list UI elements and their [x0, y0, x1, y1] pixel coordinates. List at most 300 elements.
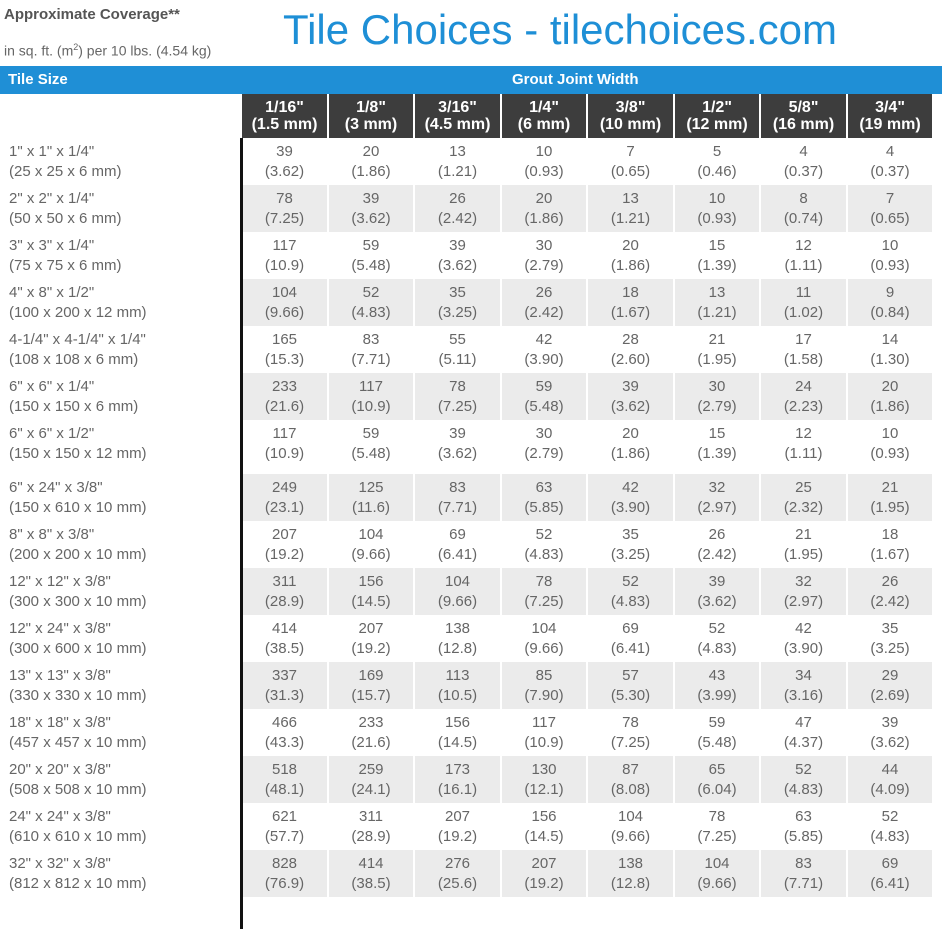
coverage-cell — [674, 662, 760, 709]
coverage-cell — [674, 850, 760, 897]
tile-size-mm: (50 x 50 x 6 mm) — [9, 209, 122, 227]
coverage-cell — [587, 471, 674, 522]
coverage-sqft: 42 — [795, 619, 812, 637]
coverage-cell — [501, 138, 587, 185]
tile-size-inches: 4" x 8" x 1/2" — [9, 283, 95, 301]
coverage-cell — [760, 615, 847, 662]
coverage-sqft: 59 — [708, 713, 726, 731]
coverage-cell — [587, 138, 674, 185]
coverage-sqm: (1.86) — [351, 162, 391, 180]
coverage-sqm: (2.79) — [524, 256, 564, 274]
coverage-cell — [587, 420, 674, 471]
coverage-sqm: (3.90) — [783, 639, 824, 657]
coverage-cell — [328, 326, 414, 373]
coverage-sqm: (2.32) — [783, 498, 824, 516]
column-divider — [240, 138, 243, 929]
coverage-sqft: 518 — [271, 760, 298, 778]
column-header-mm: (10 mm) — [599, 116, 662, 133]
coverage-sqm: (7.71) — [783, 874, 824, 892]
coverage-sqft: 69 — [622, 619, 639, 637]
coverage-sqm: (1.95) — [697, 350, 737, 368]
column-header-7 — [760, 94, 847, 138]
coverage-cell — [414, 373, 501, 420]
coverage-sqm: (0.84) — [870, 303, 910, 321]
coverage-cell — [501, 373, 587, 420]
coverage-sqm: (23.1) — [264, 498, 305, 516]
coverage-cell — [414, 709, 501, 756]
tile-size-inches: 3" x 3" x 1/4" — [9, 236, 95, 254]
coverage-sqft: 42 — [622, 478, 639, 496]
coverage-sqm: (28.9) — [351, 827, 391, 845]
coverage-cell — [328, 471, 414, 522]
coverage-cell — [760, 756, 847, 803]
coverage-cell — [587, 662, 674, 709]
table-row — [0, 185, 932, 232]
coverage-sqm: (9.66) — [524, 639, 564, 657]
coverage-sqft: 78 — [622, 713, 639, 731]
coverage-sqm: (1.11) — [784, 444, 823, 462]
tile-size-mm: (457 x 457 x 10 mm) — [9, 733, 147, 751]
tile-size-inches: 6" x 24" x 3/8" — [9, 478, 103, 496]
coverage-sqm: (12.8) — [437, 639, 478, 657]
coverage-sqm: (2.42) — [524, 303, 564, 321]
tile-size-mm: (150 x 150 x 6 mm) — [9, 397, 139, 415]
coverage-sqft: 44 — [881, 760, 899, 778]
coverage-sqm: (7.71) — [437, 498, 478, 516]
tile-size-mm: (610 x 610 x 10 mm) — [9, 827, 147, 845]
coverage-sqm: (1.21) — [697, 303, 737, 321]
coverage-sqft: 4 — [885, 142, 895, 160]
coverage-cell — [501, 850, 587, 897]
coverage-sqm: (12.8) — [610, 874, 651, 892]
tile-size-mm: (300 x 600 x 10 mm) — [9, 639, 147, 657]
table-row — [0, 756, 932, 803]
tile-size-inches: 20" x 20" x 3/8" — [9, 760, 111, 778]
coverage-sqm: (2.42) — [437, 209, 478, 227]
coverage-table — [0, 94, 932, 897]
coverage-sqm: (0.65) — [870, 209, 910, 227]
coverage-sqft: 32 — [708, 478, 726, 496]
coverage-sqft: 12 — [795, 236, 812, 254]
coverage-cell — [760, 662, 847, 709]
coverage-sqm: (10.9) — [351, 397, 391, 415]
coverage-sqft: 4 — [799, 142, 808, 160]
coverage-cell — [328, 568, 414, 615]
coverage-sqm: (4.83) — [783, 780, 824, 798]
coverage-sqm: (1.21) — [437, 162, 478, 180]
coverage-cell — [847, 615, 932, 662]
coverage-sqm: (1.39) — [697, 444, 737, 462]
coverage-sqft: 69 — [881, 854, 899, 872]
coverage-cell — [501, 756, 587, 803]
coverage-sqft: 55 — [449, 330, 466, 348]
table-row — [0, 709, 932, 756]
coverage-sqft: 156 — [358, 572, 384, 590]
coverage-cell — [587, 521, 674, 568]
coverage-cell — [328, 232, 414, 279]
column-header-1 — [241, 94, 328, 138]
tile-size-inches: 1" x 1" x 1/4" — [9, 142, 95, 160]
tile-size-mm: (300 x 300 x 10 mm) — [9, 592, 147, 610]
coverage-cell — [760, 326, 847, 373]
coverage-cell — [328, 803, 414, 850]
page-title: Approximate Coverage** — [4, 6, 180, 23]
coverage-sqft: 43 — [708, 666, 726, 684]
table-row — [0, 279, 932, 326]
column-header-inches: 1/2" — [702, 99, 732, 116]
tile-size-mm: (150 x 150 x 12 mm) — [9, 444, 147, 462]
coverage-cell — [847, 373, 932, 420]
coverage-cell — [501, 615, 587, 662]
coverage-cell — [501, 803, 587, 850]
coverage-sqft: 24 — [795, 377, 812, 395]
coverage-cell — [501, 232, 587, 279]
coverage-sqft: 18 — [622, 283, 639, 301]
coverage-sqft: 828 — [271, 854, 298, 872]
subtitle-suffix: ) per 10 lbs. (4.54 kg) — [78, 42, 212, 59]
coverage-sqm: (3.62) — [437, 256, 478, 274]
coverage-sqm: (4.83) — [610, 592, 651, 610]
coverage-sqm: (6.41) — [870, 874, 910, 892]
tile-size-mm: (508 x 508 x 10 mm) — [9, 780, 147, 798]
coverage-sqm: (7.25) — [610, 733, 651, 751]
coverage-cell — [587, 756, 674, 803]
coverage-cell — [241, 850, 328, 897]
coverage-cell — [241, 756, 328, 803]
coverage-sqm: (9.66) — [437, 592, 478, 610]
column-header-inches: 5/8" — [788, 99, 819, 116]
coverage-cell — [847, 756, 932, 803]
tile-size-inches: 6" x 6" x 1/4" — [9, 377, 95, 395]
coverage-sqft: 39 — [276, 142, 293, 160]
tile-size-cell — [0, 803, 241, 850]
coverage-sqft: 52 — [795, 760, 812, 778]
coverage-sqft: 30 — [535, 424, 553, 442]
column-header-inches: 1/16" — [265, 99, 304, 116]
coverage-cell — [674, 709, 760, 756]
coverage-sqm: (0.93) — [524, 162, 564, 180]
coverage-sqft: 85 — [535, 666, 553, 684]
coverage-sqm: (2.23) — [783, 397, 824, 415]
column-header-row — [0, 94, 932, 138]
table-row — [0, 568, 932, 615]
coverage-cell — [241, 232, 328, 279]
coverage-sqft: 30 — [708, 377, 726, 395]
coverage-sqft: 47 — [795, 713, 812, 731]
coverage-cell — [328, 756, 414, 803]
coverage-cell — [847, 850, 932, 897]
coverage-cell — [414, 232, 501, 279]
tile-size-cell — [0, 420, 241, 471]
coverage-sqm: (1.86) — [610, 256, 651, 274]
tile-size-mm: (150 x 610 x 10 mm) — [9, 498, 147, 516]
table-row — [0, 232, 932, 279]
coverage-sqm: (28.9) — [264, 592, 305, 610]
coverage-sqm: (9.66) — [610, 827, 651, 845]
coverage-sqft: 59 — [362, 424, 380, 442]
coverage-sqft: 52 — [881, 807, 899, 825]
tile-size-cell — [0, 326, 241, 373]
coverage-sqm: (4.83) — [697, 639, 737, 657]
coverage-cell — [674, 373, 760, 420]
coverage-sqm: (3.62) — [697, 592, 737, 610]
coverage-sqm: (2.42) — [870, 592, 910, 610]
coverage-sqft: 52 — [708, 619, 726, 637]
coverage-sqft: 15 — [708, 424, 726, 442]
coverage-cell — [760, 803, 847, 850]
page-subtitle — [4, 42, 211, 59]
coverage-sqm: (2.79) — [524, 444, 564, 462]
coverage-sqft: 20 — [622, 424, 639, 442]
coverage-sqft: 104 — [531, 619, 557, 637]
header-corner — [0, 94, 241, 138]
coverage-cell — [847, 326, 932, 373]
coverage-sqft: 9 — [885, 283, 895, 301]
coverage-cell — [328, 420, 414, 471]
coverage-cell — [328, 850, 414, 897]
column-header-8 — [847, 94, 932, 138]
coverage-sqm: (5.11) — [438, 350, 477, 368]
coverage-sqm: (3.62) — [870, 733, 910, 751]
table-row — [0, 521, 932, 568]
coverage-sqm: (5.48) — [351, 256, 391, 274]
tile-size-cell — [0, 185, 241, 232]
coverage-cell — [847, 568, 932, 615]
coverage-sqft: 165 — [271, 330, 298, 348]
coverage-sqm: (24.1) — [351, 780, 391, 798]
coverage-sqm: (4.83) — [351, 303, 391, 321]
coverage-cell — [414, 850, 501, 897]
coverage-sqm: (3.90) — [610, 498, 651, 516]
coverage-cell — [328, 662, 414, 709]
coverage-sqft: 207 — [531, 854, 557, 872]
coverage-sqft: 59 — [535, 377, 553, 395]
coverage-sqft: 63 — [535, 478, 553, 496]
coverage-cell — [501, 709, 587, 756]
coverage-sqft: 39 — [362, 189, 380, 207]
coverage-sqft: 207 — [444, 807, 471, 825]
coverage-cell — [674, 756, 760, 803]
coverage-sqm: (3.99) — [697, 686, 737, 704]
coverage-cell — [414, 803, 501, 850]
tile-size-label: Tile Size — [8, 71, 68, 88]
coverage-sqm: (14.5) — [524, 827, 564, 845]
coverage-sqm: (0.93) — [697, 209, 737, 227]
coverage-sqm: (19.2) — [264, 545, 305, 563]
coverage-sqm: (2.97) — [783, 592, 824, 610]
coverage-cell — [328, 279, 414, 326]
coverage-sqm: (38.5) — [264, 639, 305, 657]
column-header-6 — [674, 94, 760, 138]
coverage-sqm: (21.6) — [264, 397, 305, 415]
coverage-cell — [587, 803, 674, 850]
coverage-sqft: 276 — [444, 854, 471, 872]
coverage-sqft: 14 — [881, 330, 899, 348]
coverage-cell — [847, 138, 932, 185]
coverage-sqft: 57 — [622, 666, 639, 684]
coverage-sqft: 104 — [704, 854, 730, 872]
coverage-sqm: (1.86) — [870, 397, 910, 415]
coverage-sqft: 12 — [795, 424, 812, 442]
tile-size-cell — [0, 709, 241, 756]
coverage-cell — [760, 850, 847, 897]
coverage-sqm: (2.60) — [610, 350, 651, 368]
column-header-mm: (1.5 mm) — [251, 116, 318, 133]
coverage-sqft: 621 — [271, 807, 298, 825]
coverage-sqft: 10 — [881, 424, 899, 442]
coverage-cell — [587, 615, 674, 662]
coverage-cell — [241, 568, 328, 615]
coverage-sqft: 10 — [881, 236, 899, 254]
coverage-sqm: (3.62) — [437, 444, 478, 462]
coverage-cell — [328, 138, 414, 185]
coverage-sqm: (9.66) — [697, 874, 737, 892]
coverage-sqft: 21 — [881, 478, 899, 496]
table-row — [0, 850, 932, 897]
coverage-cell — [847, 232, 932, 279]
coverage-cell — [674, 138, 760, 185]
coverage-cell — [674, 420, 760, 471]
coverage-cell — [587, 850, 674, 897]
coverage-cell — [241, 279, 328, 326]
coverage-sqm: (1.11) — [784, 256, 823, 274]
tile-size-mm: (330 x 330 x 10 mm) — [9, 686, 147, 704]
coverage-sqft: 259 — [358, 760, 384, 778]
coverage-cell — [241, 662, 328, 709]
coverage-cell — [674, 803, 760, 850]
coverage-sqft: 104 — [617, 807, 644, 825]
coverage-cell — [587, 709, 674, 756]
coverage-sqm: (2.79) — [697, 397, 737, 415]
coverage-cell — [328, 185, 414, 232]
coverage-cell — [501, 662, 587, 709]
column-header-mm: (12 mm) — [686, 116, 748, 133]
coverage-cell — [328, 709, 414, 756]
coverage-sqm: (38.5) — [351, 874, 391, 892]
coverage-sqm: (3.25) — [437, 303, 478, 321]
coverage-cell — [241, 803, 328, 850]
coverage-cell — [414, 756, 501, 803]
coverage-sqft: 138 — [444, 619, 471, 637]
coverage-sqft: 83 — [449, 478, 466, 496]
coverage-sqft: 78 — [276, 189, 293, 207]
coverage-sqm: (1.21) — [610, 209, 651, 227]
tile-size-mm: (200 x 200 x 10 mm) — [9, 545, 147, 563]
coverage-sqm: (7.25) — [697, 827, 737, 845]
coverage-sqm: (31.3) — [264, 686, 305, 704]
coverage-cell — [501, 279, 587, 326]
column-header-inches: 1/4" — [529, 99, 559, 116]
tile-size-inches: 24" x 24" x 3/8" — [9, 807, 111, 825]
coverage-cell — [587, 279, 674, 326]
table-row — [0, 373, 932, 420]
coverage-sqm: (43.3) — [264, 733, 305, 751]
coverage-sqm: (1.86) — [524, 209, 564, 227]
coverage-sqm: (19.2) — [524, 874, 564, 892]
coverage-cell — [760, 279, 847, 326]
coverage-sqm: (10.9) — [264, 256, 305, 274]
coverage-sqft: 34 — [795, 666, 812, 684]
coverage-cell — [587, 373, 674, 420]
coverage-cell — [760, 232, 847, 279]
coverage-sqm: (7.90) — [524, 686, 564, 704]
coverage-sqft: 26 — [708, 525, 726, 543]
tile-size-inches: 6" x 6" x 1/2" — [9, 424, 95, 442]
coverage-cell — [760, 709, 847, 756]
coverage-sqft: 35 — [449, 283, 466, 301]
coverage-sqm: (15.7) — [351, 686, 391, 704]
coverage-cell — [241, 521, 328, 568]
coverage-sqm: (3.90) — [524, 350, 564, 368]
tile-size-inches: 4-1/4" x 4-1/4" x 1/4" — [9, 330, 146, 348]
coverage-sqft: 42 — [535, 330, 553, 348]
coverage-sqft: 39 — [449, 424, 466, 442]
coverage-sqft: 69 — [449, 525, 466, 543]
coverage-cell — [501, 420, 587, 471]
tile-size-cell — [0, 568, 241, 615]
coverage-cell — [414, 568, 501, 615]
coverage-cell — [501, 568, 587, 615]
coverage-sqft: 78 — [535, 572, 553, 590]
coverage-sqm: (16.1) — [437, 780, 478, 798]
tile-size-cell — [0, 138, 241, 185]
coverage-sqm: (21.6) — [351, 733, 391, 751]
coverage-cell — [674, 185, 760, 232]
tile-size-mm: (25 x 25 x 6 mm) — [9, 162, 122, 180]
column-header-mm: (3 mm) — [344, 116, 398, 133]
coverage-sqm: (1.02) — [783, 303, 824, 321]
coverage-cell — [414, 138, 501, 185]
coverage-sqm: (3.25) — [870, 639, 910, 657]
coverage-sqft: 35 — [881, 619, 899, 637]
coverage-cell — [760, 568, 847, 615]
coverage-sqft: 173 — [444, 760, 471, 778]
coverage-cell — [501, 471, 587, 522]
coverage-sqft: 13 — [708, 283, 726, 301]
coverage-sqft: 78 — [449, 377, 466, 395]
coverage-sqft: 10 — [535, 142, 553, 160]
coverage-sqft: 26 — [449, 189, 466, 207]
coverage-cell — [241, 185, 328, 232]
grout-joint-width-label: Grout Joint Width — [512, 71, 639, 88]
coverage-sqft: 20 — [535, 189, 553, 207]
coverage-sqft: 311 — [272, 572, 297, 590]
tile-size-cell — [0, 850, 241, 897]
coverage-sqm: (9.66) — [351, 545, 391, 563]
coverage-sqm: (1.67) — [870, 545, 910, 563]
coverage-sqm: (0.65) — [610, 162, 651, 180]
coverage-cell — [674, 615, 760, 662]
column-header-4 — [501, 94, 587, 138]
coverage-sqft: 156 — [444, 713, 471, 731]
coverage-sqm: (10.9) — [524, 733, 564, 751]
coverage-sqm: (0.74) — [783, 209, 824, 227]
coverage-sqm: (1.39) — [697, 256, 737, 274]
coverage-sqm: (10.9) — [264, 444, 305, 462]
coverage-sqft: 207 — [271, 525, 298, 543]
coverage-cell — [587, 232, 674, 279]
table-row — [0, 803, 932, 850]
coverage-sqm: (14.5) — [437, 733, 478, 751]
coverage-sqft: 21 — [708, 330, 726, 348]
coverage-sqft: 117 — [272, 236, 297, 254]
coverage-sqft: 30 — [535, 236, 553, 254]
coverage-sqft: 466 — [271, 713, 298, 731]
coverage-sqft: 21 — [795, 525, 812, 543]
coverage-cell — [414, 662, 501, 709]
coverage-sqft: 130 — [531, 760, 557, 778]
coverage-cell — [674, 279, 760, 326]
